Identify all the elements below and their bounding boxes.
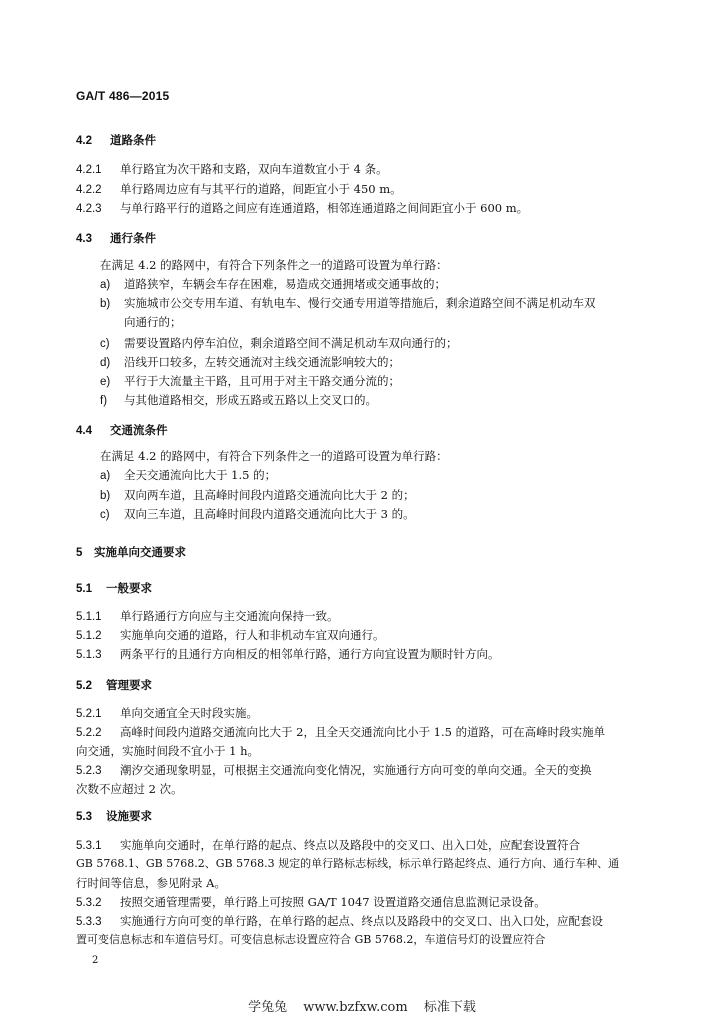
section-title: 实施单向交通要求 [94,545,186,559]
clause-5-1-2 [76,627,385,644]
list-marker: d) [100,357,111,369]
clause-number: 5.3.2 [76,897,102,909]
list-item-continuation: 向通行的； [124,315,182,329]
list-marker: f) [100,395,108,407]
list-text: 道路狭窄，车辆会车存在困难，易造成交通拥堵或交通事故的； [124,277,446,291]
list-marker: e) [100,376,111,388]
clause-5-3-1 [76,837,580,854]
section-number: 4.2 [76,135,92,147]
clause-text: 潮汐交通现象明显，可根据主交通流向变化情况，实施通行方向可变的单向交通。全天的变换 [120,763,592,777]
section-title: 通行条件 [110,231,156,245]
clause-text: 单行路周边应有与其平行的道路，间距宜小于 450 m。 [120,182,402,196]
clause-continuation: 次数不应超过 2 次。 [76,782,183,796]
list-marker: b) [100,490,111,502]
clause-4-2-3 [76,200,528,217]
standard-header: GA/T 486—2015 [76,89,170,103]
clause-text: 单向交通宜全天时段实施。 [120,706,258,720]
section-5-1-heading [76,580,152,597]
clause-text: 实施单向交通时，在单行路的起点、终点以及路段中的交叉口、出入口处，应配套设置符合 [120,838,580,852]
clause-5-3-2 [76,894,546,911]
list-text: 沿线开口较多，左转交通流对主线交通流影响较大的； [124,355,400,369]
list-item [100,487,415,504]
list-item [100,295,596,312]
clause-number: 5.1.1 [76,611,102,623]
section-number: 5.3 [76,811,92,823]
list-text: 与其他道路相交，形成五路或五路以上交叉口的。 [124,393,377,407]
site-name: 学兔兔 [248,1000,288,1015]
clause-number: 5.1.2 [76,630,102,642]
clause-number: 5.2.1 [76,708,102,720]
clause-number: 5.2.2 [76,727,102,739]
section-number: 4.4 [76,425,92,437]
clause-number: 4.2.1 [76,164,102,176]
section-title: 交通流条件 [110,423,168,437]
clause-text: 按照交通管理需要，单行路上可按照 GA/T 1047 设置道路交通信息监测记录设备。 [120,895,546,909]
chapter-5-heading [76,544,186,561]
clause-5-2-2 [76,724,605,741]
clause-text: 实施单向交通的道路，行人和非机动车宜双向通行。 [120,628,385,642]
page-number: 2 [92,955,99,966]
clause-5-1-1 [76,608,339,625]
clause-continuation: 向交通，实施时间段不宜小于 1 h。 [76,744,260,758]
site-footer [0,996,724,1015]
clause-text: 两条平行的且通行方向相反的相邻单行路，通行方向宜设置为顺时针方向。 [120,647,500,661]
list-marker: a) [100,470,111,482]
list-text: 实施城市公交专用车道、有轨电车、慢行交通专用道等措施后，剩余道路空间不满足机动车双 [124,296,596,310]
clause-continuation: GB 5768.1、GB 5768.2、GB 5768.3 规定的单行路标志标线，标示单行路起终点、通行方向、通行车种、通 [76,857,620,870]
section-5-3-heading [76,808,152,825]
clause-text: 单行路通行方向应与主交通流向保持一致。 [120,609,339,623]
section-number: 5 [76,547,83,559]
clause-number: 5.3.3 [76,916,102,928]
list-marker: c) [100,338,110,350]
section-4-4-heading [76,422,168,439]
section-title: 一般要求 [106,581,152,595]
list-marker: c) [100,509,110,521]
list-marker: b) [100,298,111,310]
list-text: 平行于大流量主干路，且可用于对主干路交通分流的； [124,374,400,388]
section-4-2-heading [76,132,156,149]
list-item [100,354,400,371]
list-item [100,392,377,409]
section-number: 4.3 [76,233,92,245]
clause-continuation: 行时间等信息，参见附录 A。 [76,876,226,890]
clause-number: 5.3.1 [76,840,102,852]
list-text: 双向两车道，且高峰时间段内道路交通流向比大于 2 的； [124,488,415,502]
section-number: 5.1 [76,583,92,595]
clause-5-2-1 [76,705,258,722]
section-4-4-intro: 在满足 4.2 的路网中，有符合下列条件之一的道路可设置为单行路： [100,449,448,463]
clause-4-2-1 [76,161,388,178]
clause-number: 5.1.3 [76,649,102,661]
list-item [100,506,415,523]
list-item [100,467,276,484]
list-text: 全天交通流向比大于 1.5 的； [124,468,277,482]
clause-text: 与单行路平行的道路之间应有连通道路，相邻连通道路之间间距宜小于 600 m。 [120,201,529,215]
section-title: 管理要求 [106,678,152,692]
section-4-3-heading [76,230,156,247]
section-4-3-intro: 在满足 4.2 的路网中，有符合下列条件之一的道路可设置为单行路： [100,258,448,272]
clause-number: 4.2.2 [76,184,102,196]
site-url[interactable]: www.bzfxw.com [303,1000,408,1015]
section-title: 道路条件 [110,133,156,147]
list-item [100,373,400,390]
clause-5-3-3 [76,913,603,930]
clause-4-2-2 [76,181,402,198]
list-item [100,335,458,352]
section-title: 设施要求 [106,809,152,823]
list-text: 双向三车道，且高峰时间段内道路交通流向比大于 3 的。 [124,507,415,521]
section-number: 5.2 [76,680,92,692]
list-marker: a) [100,279,111,291]
clause-5-2-3 [76,762,592,779]
list-text: 需要设置路内停车泊位，剩余道路空间不满足机动车双向通行的； [124,336,458,350]
clause-continuation: 置可变信息标志和车道信号灯。可变信息标志设置应符合 GB 5768.2，车道信号灯的设置应符合 [76,933,546,946]
clause-number: 5.2.3 [76,765,102,777]
site-tag: 标准下载 [423,1000,476,1015]
clause-text: 高峰时间段内道路交通流向比大于 2，且全天交通流向比小于 1.5 的道路，可在高峰时段实施单 [120,725,606,739]
clause-text: 实施通行方向可变的单行路，在单行路的起点、终点以及路段中的交叉口、出入口处，应配套设 [120,914,603,928]
clause-5-1-3 [76,646,500,663]
section-5-2-heading [76,677,152,694]
list-item [100,276,446,293]
clause-text: 单行路宜为次干路和支路，双向车道数宜小于 4 条。 [120,162,388,176]
clause-number: 4.2.3 [76,203,102,215]
